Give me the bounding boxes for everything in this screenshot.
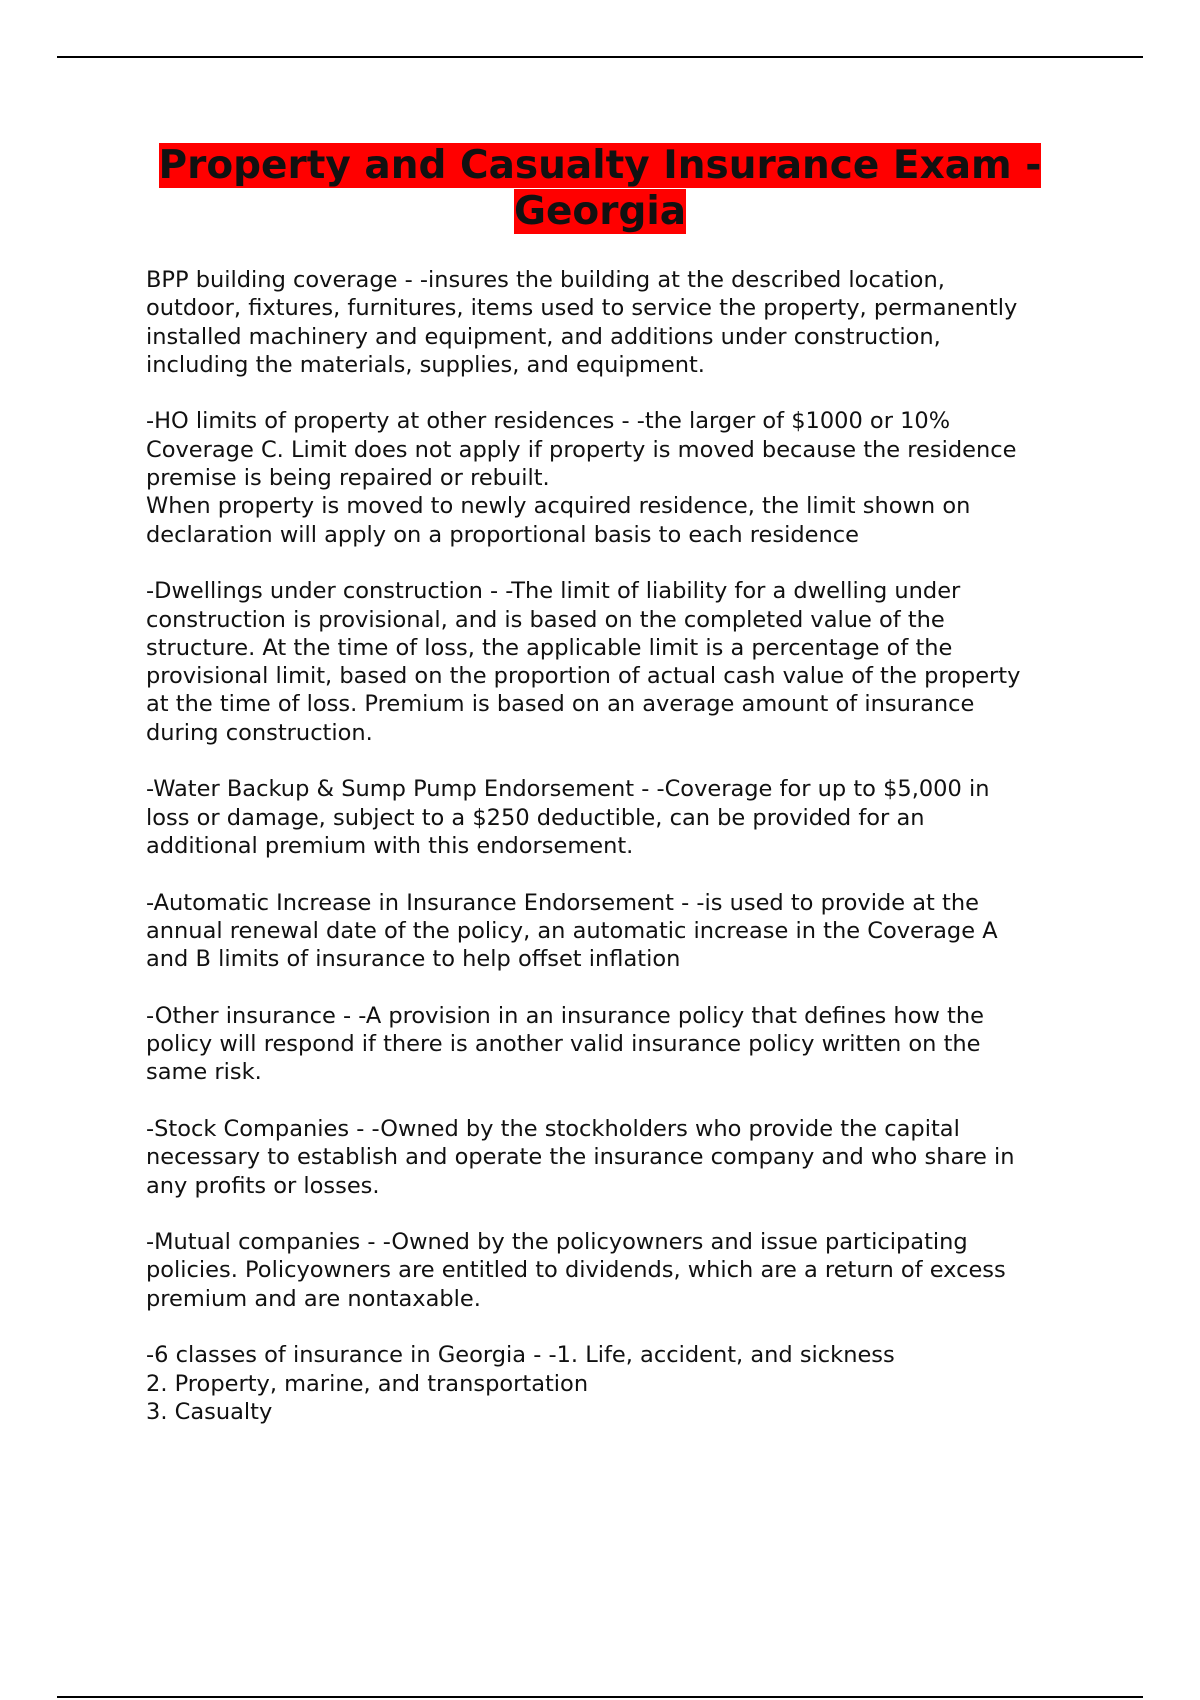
entry-stock-companies: -Stock Companies - -Owned by the stockholders who provide the capital necessary to establish and operate the insurance company and who share in any profits or losses.: [146, 1115, 1015, 1199]
flashcard-list: [146, 266, 1096, 1454]
title-line-2: Georgia: [513, 189, 687, 234]
entry-dwellings-under-construction: -Dwellings under construction - -The limit of liability for a dwelling under construction is provisional, and is based on the completed value of the structure. At the time of loss, the applicable limit is a percentage of the provisional limit, based on the proportion of actual cash value of the property at the time of loss. Premium is based on an average amount of insurance during construction.: [146, 578, 1021, 746]
entry-classes-of-insurance: -6 classes of insurance in Georgia - -1. Life, accident, and sickness 2. Property, marine, and transportation 3. Casualty: [146, 1342, 895, 1425]
entry-mutual-companies: -Mutual companies - -Owned by the policyowners and issue participating policies. Policyowners are entitled to dividends, which are a return of excess premium and are nontaxable.: [146, 1229, 1006, 1312]
footer-rule: [57, 1696, 1143, 1698]
entry-bpp-building-coverage: BPP building coverage - -insures the building at the described location, outdoor, fixtures, furnitures, items used to service the property, permanently installed machinery and equipment, and additions under construction, including the materials, supplies, and equipment.: [146, 267, 1018, 378]
title-block: [100, 143, 1100, 235]
title-line-1: Property and Casualty Insurance Exam -: [158, 143, 1042, 188]
entry-ho-limits-other-residences: -HO limits of property at other residences - -the larger of $1000 or 10% Coverage C. Limit does not apply if property is moved because the residence premise is being repaired or rebuilt. When property is moved to newly acquired residence, the limit shown on declaration will apply on a proportional basis to each residence: [146, 408, 1017, 548]
entry-water-backup-endorsement: -Water Backup & Sump Pump Endorsement - -Coverage for up to $5,000 in loss or damage, subject to a $250 deductible, can be provided for an additional premium with this endorsement.: [146, 776, 990, 859]
header-rule: [57, 56, 1143, 58]
entry-other-insurance: -Other insurance - -A provision in an insurance policy that defines how the policy will respond if there is another valid insurance policy written on the same risk.: [146, 1002, 984, 1086]
page-title: [100, 143, 1100, 235]
entry-automatic-increase-endorsement: -Automatic Increase in Insurance Endorsement - -is used to provide at the annual renewal date of the policy, an automatic increase in the Coverage A and B limits of insurance to help offset inflation: [146, 889, 998, 973]
